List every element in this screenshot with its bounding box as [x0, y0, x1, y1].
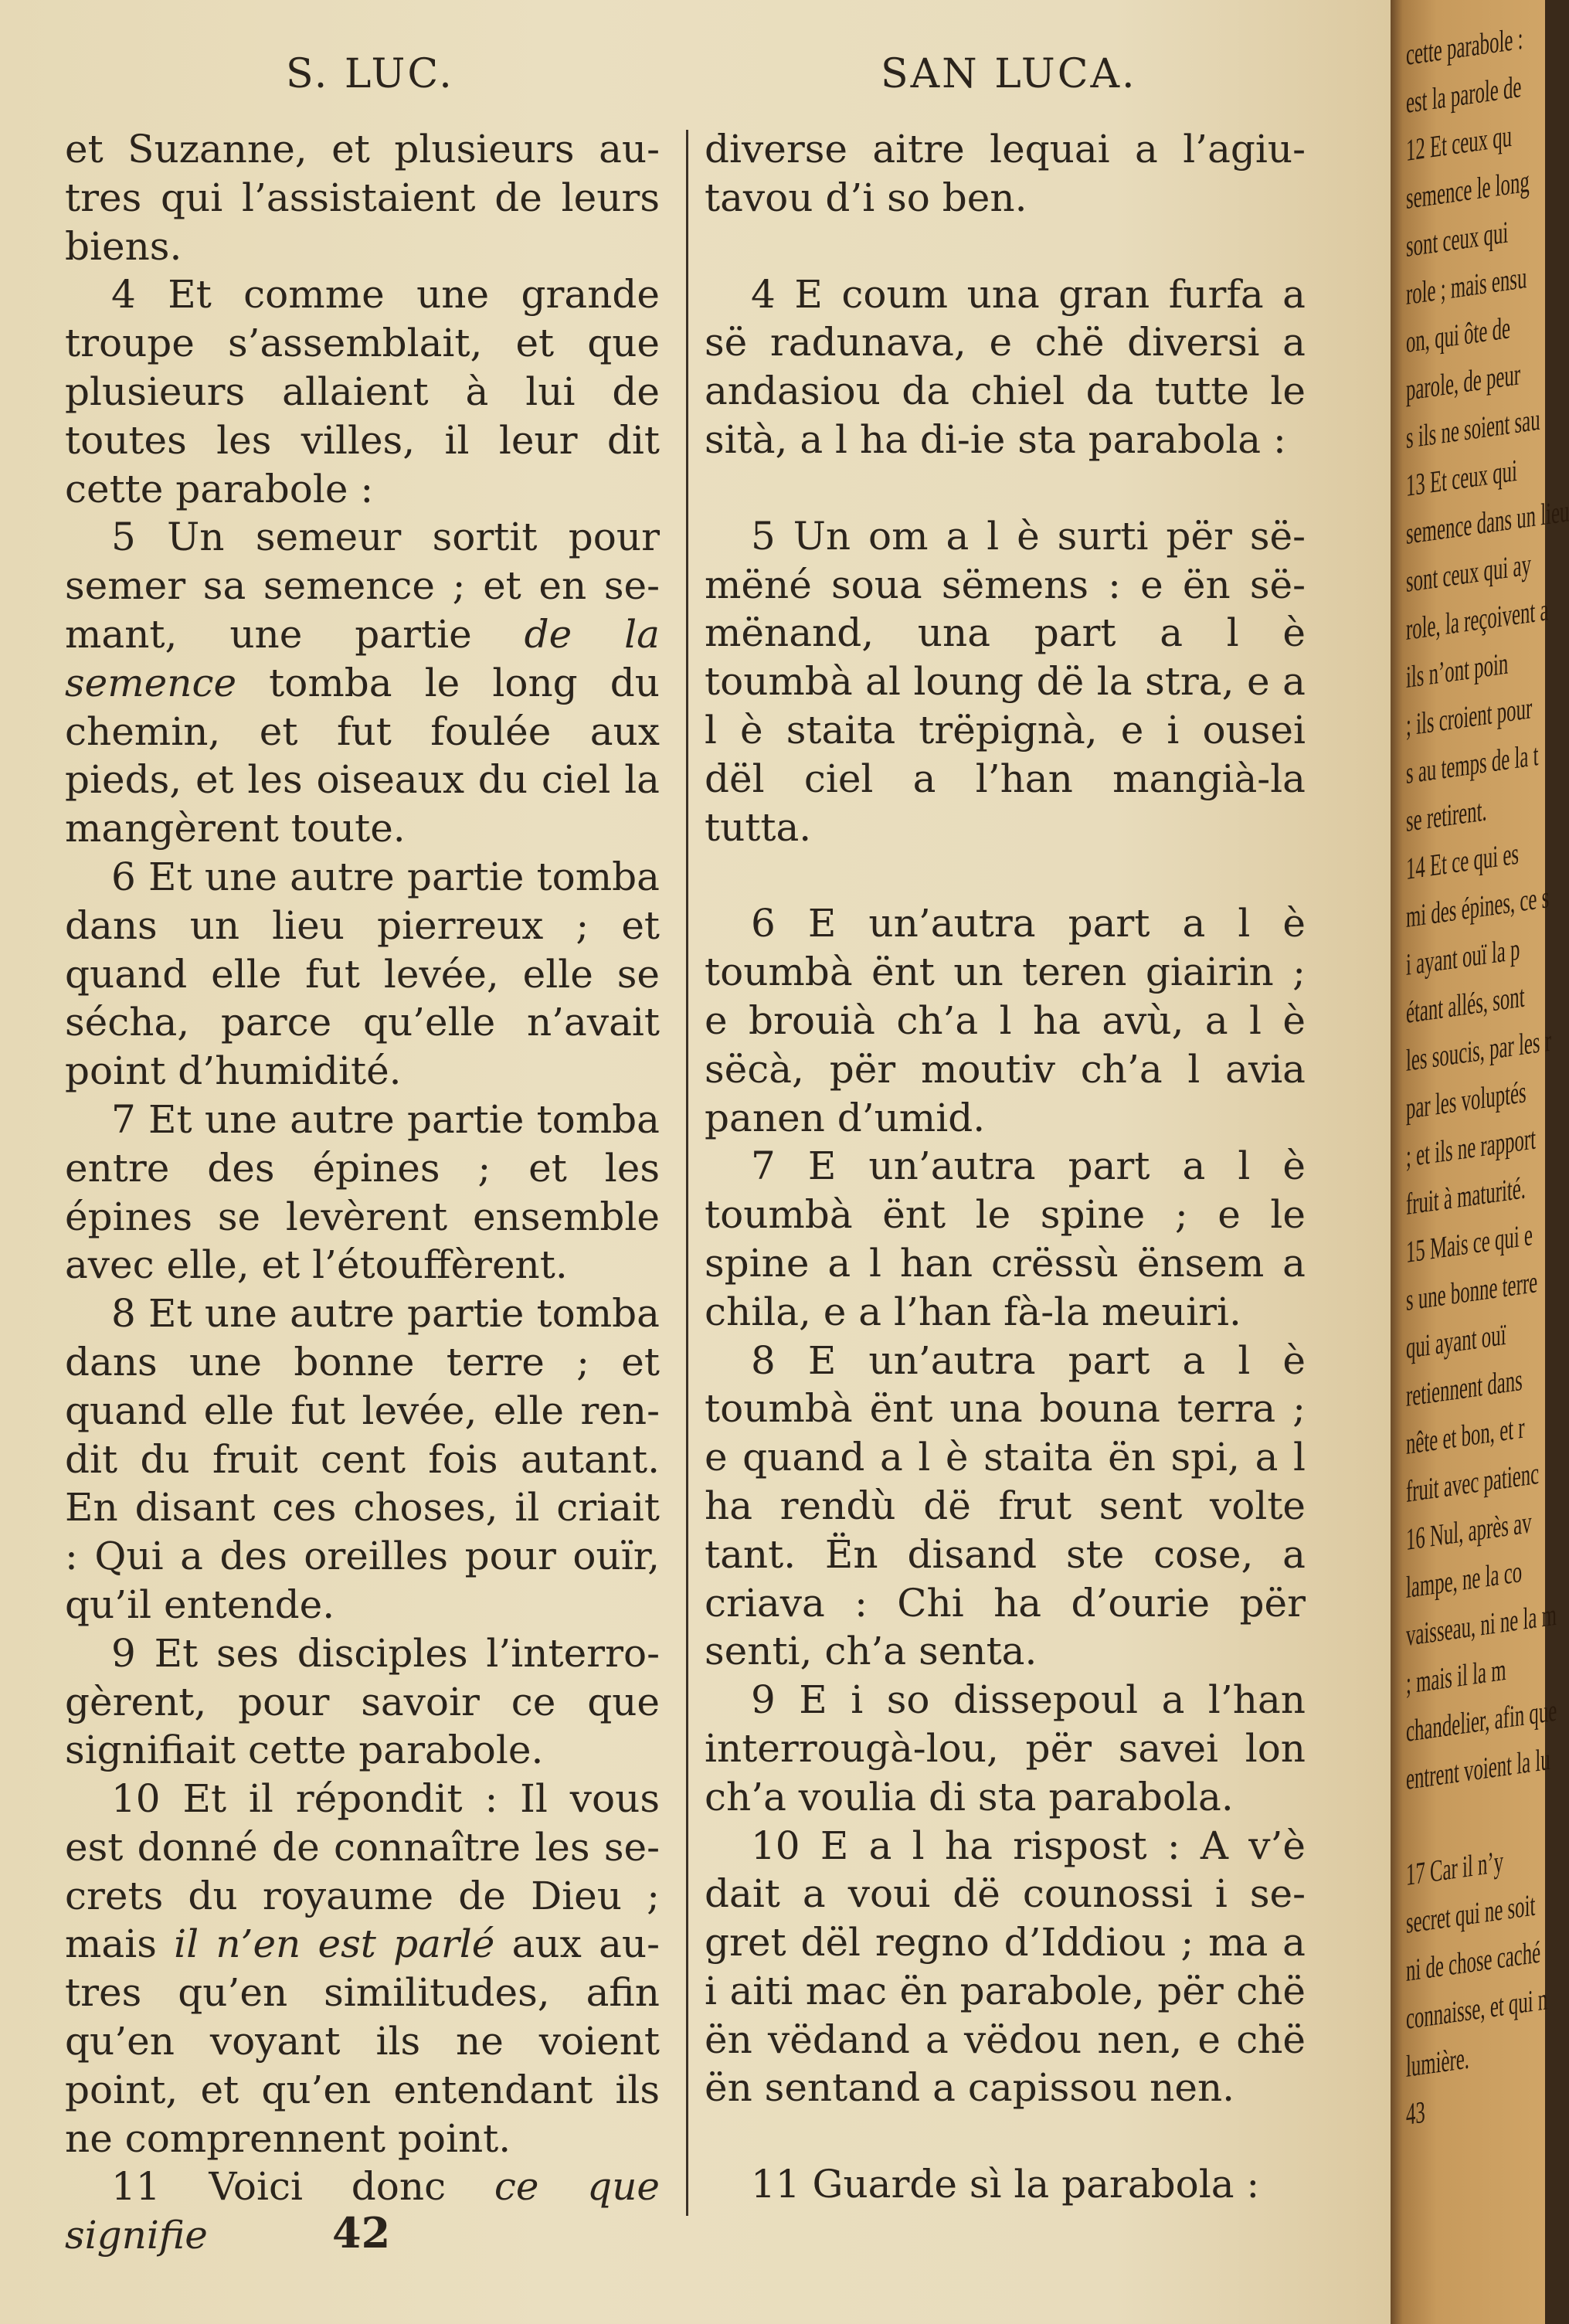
facing-page-line: 15 Mais ce qui e: [1406, 1216, 1533, 1269]
facing-page-line: ; ils croient pour: [1406, 690, 1533, 742]
facing-page-line: fruit avec patienc: [1406, 1455, 1540, 1509]
facing-page-line: fruit à maturité.: [1406, 1170, 1526, 1221]
facing-page-line: semence dans un lieu: [1406, 493, 1569, 551]
verse-text: 6 Et une autre partie tomba dans un lieu pierreux ; et quand elle fut levée, elle se sécha, parce qu’elle n’avait point d’humidité.: [65, 854, 660, 1094]
facing-page-edge: [1391, 0, 1569, 2324]
facing-page-line: cette parabole :: [1406, 20, 1523, 73]
french-verse: [65, 1289, 660, 1629]
verse-text: 10 E a l ha rispost : A v’è dait a voui dë counossi i segret dël regno d’Iddiou ; ma a i aiti mac ën parabole, për chë ën vëdand a vëdou nen, e chë ën sentand a capissou nen.: [705, 1823, 1306, 2111]
verse-text: 8 E un’autra part a l è toumbà ënt una bouna terra ; e quand a l è staita ën spi, a l ha rendù dë frut sent volte tant. Ën disand ste cose, a criava : Chi ha d’ourie për senti, ch’a senta.: [705, 1337, 1306, 1674]
facing-page-line: lumière.: [1406, 2040, 1469, 2084]
french-verse: [65, 270, 660, 513]
running-head-piedmontese: SAN LUCA.: [881, 51, 1137, 97]
verse-text: 9 Et ses disciples l’interrogèrent, pour savoir ce que signifiait cette parabole.: [65, 1630, 660, 1773]
facing-page-line: par les voluptés: [1406, 1074, 1527, 1126]
facing-page-line: étant allés, sont: [1406, 978, 1525, 1030]
facing-page-line: 16 Nul, après av: [1406, 1504, 1532, 1557]
piedmontese-verse: [705, 1822, 1306, 2113]
facing-page-line: secret qui ne soit: [1406, 1887, 1536, 1940]
facing-page-line: s une bonne terre: [1406, 1264, 1538, 1317]
column-divider: [686, 130, 688, 2216]
french-column: [65, 125, 660, 2260]
facing-page-line: 17 Car il n’y: [1406, 1843, 1504, 1892]
facing-page-line: role ; mais ensu: [1406, 260, 1527, 311]
facing-page-line: s ils ne soient sau: [1406, 401, 1540, 455]
facing-page-line: ils n’ont poin: [1406, 645, 1509, 695]
verse-text: 11 Guarde sì la parabola :: [751, 2162, 1260, 2207]
verse-text: 6 E un’autra part a l è toumbà ënt un teren giairin ; e brouià ch’a l ha avù, a l è sëcà, për moutiv ch’a l avia panen d’umid.: [705, 901, 1306, 1140]
facing-page-line: s au temps de la t: [1406, 736, 1539, 790]
verse-text: 11 Voici donc: [111, 2164, 494, 2210]
verse-text: 7 Et une autre partie tomba entre des épines ; et les épines se levèrent ensemble avec elle, et l’étouffèrent.: [65, 1096, 660, 1288]
facing-page-line: semence le long: [1406, 163, 1530, 216]
facing-page-line: role, la reçoivent a: [1406, 592, 1549, 647]
facing-page-line: ; mais il la m: [1406, 1651, 1506, 1701]
facing-page-line: on, qui ôte de: [1406, 310, 1510, 359]
facing-page-line: vaisseau, ni ne la m: [1406, 1596, 1557, 1653]
piedmontese-verse: [705, 125, 1306, 223]
verse-text: et Suzanne, et plusieurs autres qui l’assistaient de leurs biens.: [65, 127, 660, 269]
facing-page-line: sont ceux qui: [1406, 214, 1509, 263]
verse-text: tomba le long du chemin, et fut foulée aux pieds, et les oiseaux du ciel la mangèrent toute.: [65, 660, 660, 851]
running-head-french: S. LUC.: [286, 51, 454, 97]
verse-text: 4 E coum una gran furfa a së radunava, e chë diversi a andasiou da chiel da tutte le sità, a l ha di-ie sta parabola :: [705, 271, 1306, 462]
facing-page-line: nête et bon, et r: [1406, 1409, 1525, 1461]
italic-supplied-words: de la semence: [65, 611, 660, 705]
verse-text: 5 Un semeur sortit pour semer sa semence ; et en semant, une partie: [65, 515, 660, 657]
verse-text: 5 Un om a l è surti për sëmëné soua sëmens : e ën sëmënand, una part a l è toumbà al loung dë la stra, e a l è staita trëpignà, e i ousei dël ciel a l’han mangià-la tutta.: [705, 513, 1306, 850]
verse-text: aux autres qu’en similitudes, afin qu’en voyant ils ne voient point, et qu’en entendant ils ne comprennent point.: [65, 1921, 660, 2161]
piedmontese-verse: [705, 1676, 1306, 1821]
facing-page-line: parole, de peur: [1406, 356, 1521, 407]
french-verse: [65, 513, 660, 853]
italic-supplied-words: ce que signifie: [65, 2164, 660, 2258]
facing-page-line: les soucis, par les r: [1406, 1022, 1552, 1078]
facing-page-line: se retirent.: [1406, 792, 1487, 838]
facing-page-text: [1406, 9, 1569, 2139]
facing-page-line: 14 Et ce qui es: [1406, 835, 1520, 886]
french-verse: [65, 1096, 660, 1289]
facing-page-line: mi des épines, ce s: [1406, 878, 1550, 934]
facing-page-line: ; et ils ne rapport: [1406, 1120, 1537, 1174]
piedmontese-verse: [705, 270, 1306, 464]
facing-page-line: ni de chose caché: [1406, 1934, 1541, 1988]
piedmontese-verse: [705, 899, 1306, 1142]
facing-page-line: lampe, ne la co: [1406, 1553, 1523, 1605]
facing-page-line: 12 Et ceux qu: [1406, 117, 1513, 168]
facing-page-line: qui ayant ouï: [1406, 1316, 1506, 1365]
french-verse: [65, 1775, 660, 2163]
facing-page-line: connaisse, et qui n: [1406, 1981, 1548, 2036]
french-verse: [65, 1629, 660, 1775]
french-verse: [65, 125, 660, 270]
verse-text: 10 Et il répondit : Il vous est donné de connaître les secrets du royaume de Dieu ; mais: [65, 1776, 660, 1967]
facing-page-line: est la parole de: [1406, 69, 1522, 120]
facing-page-line: 43: [1406, 2094, 1425, 2132]
verse-text: 7 E un’autra part a l è toumbà ënt le spine ; e le spine a l han crëssù ënsem a chila, e a l’han fà-la meuiri.: [705, 1143, 1306, 1334]
french-verse: [65, 853, 660, 1096]
piedmontese-column: [705, 125, 1306, 2209]
facing-page-line: 13 Et ceux qui: [1406, 452, 1517, 503]
verse-text: diverse aitre lequai a l’agiutavou d’i so ben.: [705, 127, 1306, 220]
piedmontese-verse: [705, 1337, 1306, 1677]
facing-page-line: entrent voient la lu: [1406, 1741, 1550, 1796]
facing-page-line: chandelier, afin que: [1406, 1692, 1557, 1748]
piedmontese-verse: [705, 2160, 1306, 2209]
verse-text: 4 Et comme une grande troupe s’assemblait, et que plusieurs allaient à lui de toutes les villes, il leur dit cette parabole :: [65, 272, 660, 511]
verse-text: 9 E i so dissepoul a l’han interrougà-lou, për savei lon ch’a voulia di sta parabola.: [705, 1677, 1306, 1819]
page-number: 42: [332, 2208, 391, 2258]
facing-page-line: i ayant ouï la p: [1406, 931, 1520, 982]
italic-supplied-words: il n’en est parlé: [174, 1921, 495, 1967]
verse-text: 8 Et une autre partie tomba dans une bonne terre ; et quand elle fut levée, elle rendit du fruit cent fois autant. En disant ces choses, il criait : Qui a des oreilles pour ouïr, qu’il entende.: [65, 1291, 660, 1627]
piedmontese-verse: [705, 512, 1306, 852]
facing-page-line: retiennent dans: [1406, 1361, 1523, 1413]
piedmontese-verse: [705, 1142, 1306, 1336]
facing-page-line: sont ceux qui ay: [1406, 546, 1531, 599]
